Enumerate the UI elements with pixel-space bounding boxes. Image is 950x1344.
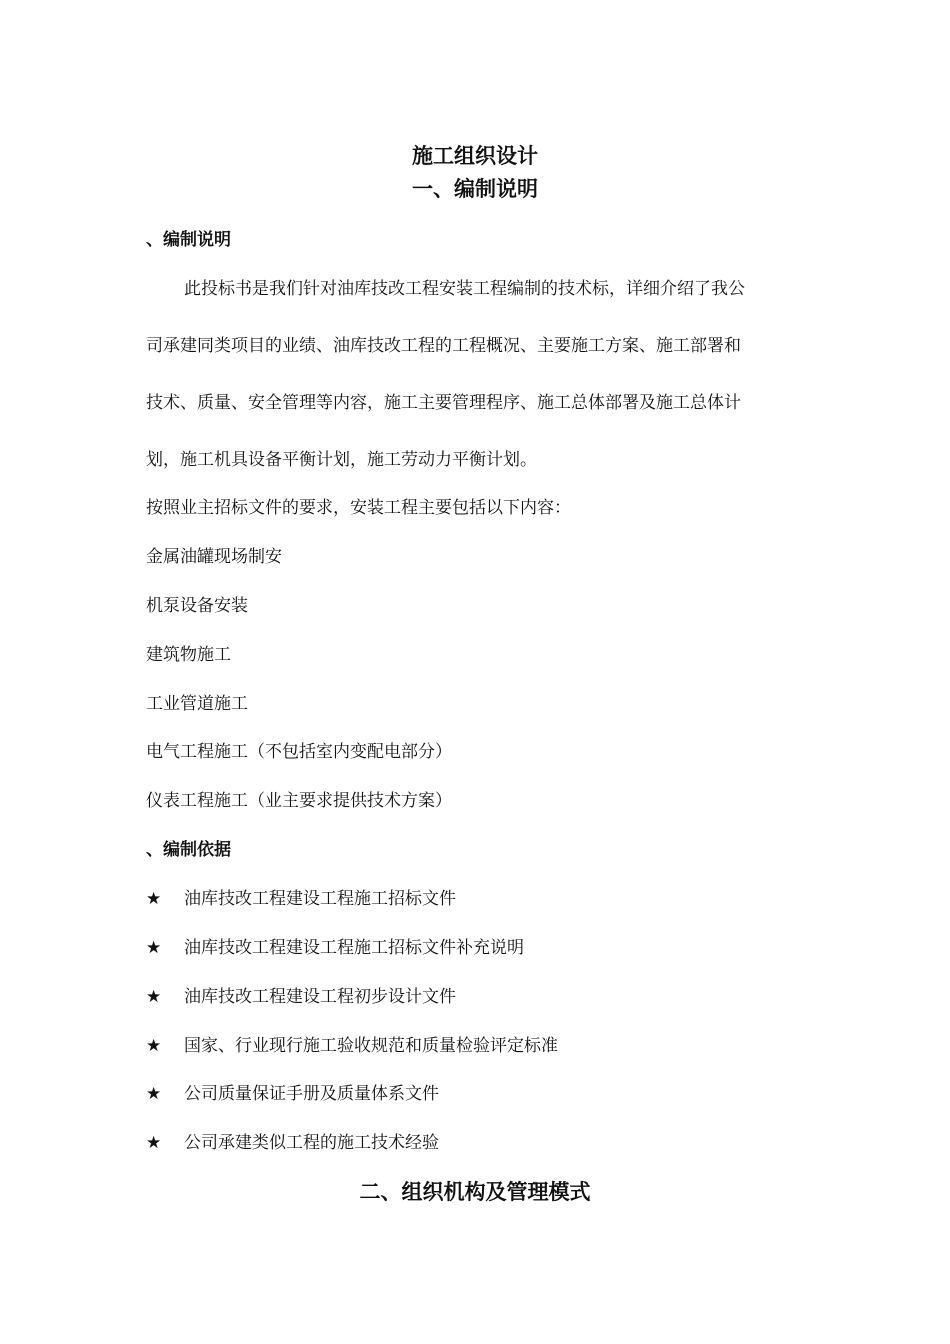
document-title: 施工组织设计 — [412, 143, 538, 168]
basis-item — [146, 1034, 558, 1058]
scope-item: 电气工程施工（不包括室内变配电部分） — [146, 742, 452, 762]
star-bullet-icon: ★ — [146, 889, 162, 909]
intro-line-1: 此投标书是我们针对油库技改工程安装工程编制的技术标，详细介绍了我公 — [184, 279, 745, 299]
chapter-heading-2: 二、组织机构及管理模式 — [359, 1179, 591, 1204]
section-heading-compilation-notes: 、编制说明 — [146, 230, 231, 250]
scope-item: 金属油罐现场制安 — [146, 547, 282, 567]
basis-item — [146, 985, 456, 1009]
basis-item-text: 油库技改工程建设工程施工招标文件补充说明 — [184, 938, 524, 958]
basis-item-text: 公司承建类似工程的施工技术经验 — [184, 1133, 439, 1153]
basis-item-text: 油库技改工程建设工程初步设计文件 — [184, 987, 456, 1007]
star-bullet-icon: ★ — [146, 1084, 162, 1104]
basis-item-text: 油库技改工程建设工程施工招标文件 — [184, 889, 456, 909]
basis-item — [146, 887, 456, 911]
scope-item: 机泵设备安装 — [146, 596, 248, 616]
scope-intro: 按照业主招标文件的要求，安装工程主要包括以下内容： — [146, 498, 571, 518]
scope-item: 工业管道施工 — [146, 694, 248, 714]
star-bullet-icon: ★ — [146, 938, 162, 958]
intro-line-2: 司承建同类项目的业绩、油库技改工程的工程概况、主要施工方案、施工部署和 — [146, 336, 741, 356]
star-bullet-icon: ★ — [146, 987, 162, 1007]
intro-line-3: 技术、质量、安全管理等内容，施工主要管理程序、施工总体部署及施工总体计 — [146, 393, 741, 413]
intro-line-4: 划，施工机具设备平衡计划，施工劳动力平衡计划。 — [146, 450, 537, 470]
scope-item: 仪表工程施工（业主要求提供技术方案） — [146, 791, 452, 811]
star-bullet-icon: ★ — [146, 1036, 162, 1056]
basis-item — [146, 936, 524, 960]
section-heading-compilation-basis: 、编制依据 — [146, 840, 231, 860]
basis-item — [146, 1131, 439, 1155]
star-bullet-icon: ★ — [146, 1133, 162, 1153]
basis-item — [146, 1082, 439, 1106]
basis-item-text: 公司质量保证手册及质量体系文件 — [184, 1084, 439, 1104]
basis-item-text: 国家、行业现行施工验收规范和质量检验评定标准 — [184, 1036, 558, 1056]
chapter-heading-1: 一、编制说明 — [412, 176, 538, 201]
scope-item: 建筑物施工 — [146, 645, 231, 665]
